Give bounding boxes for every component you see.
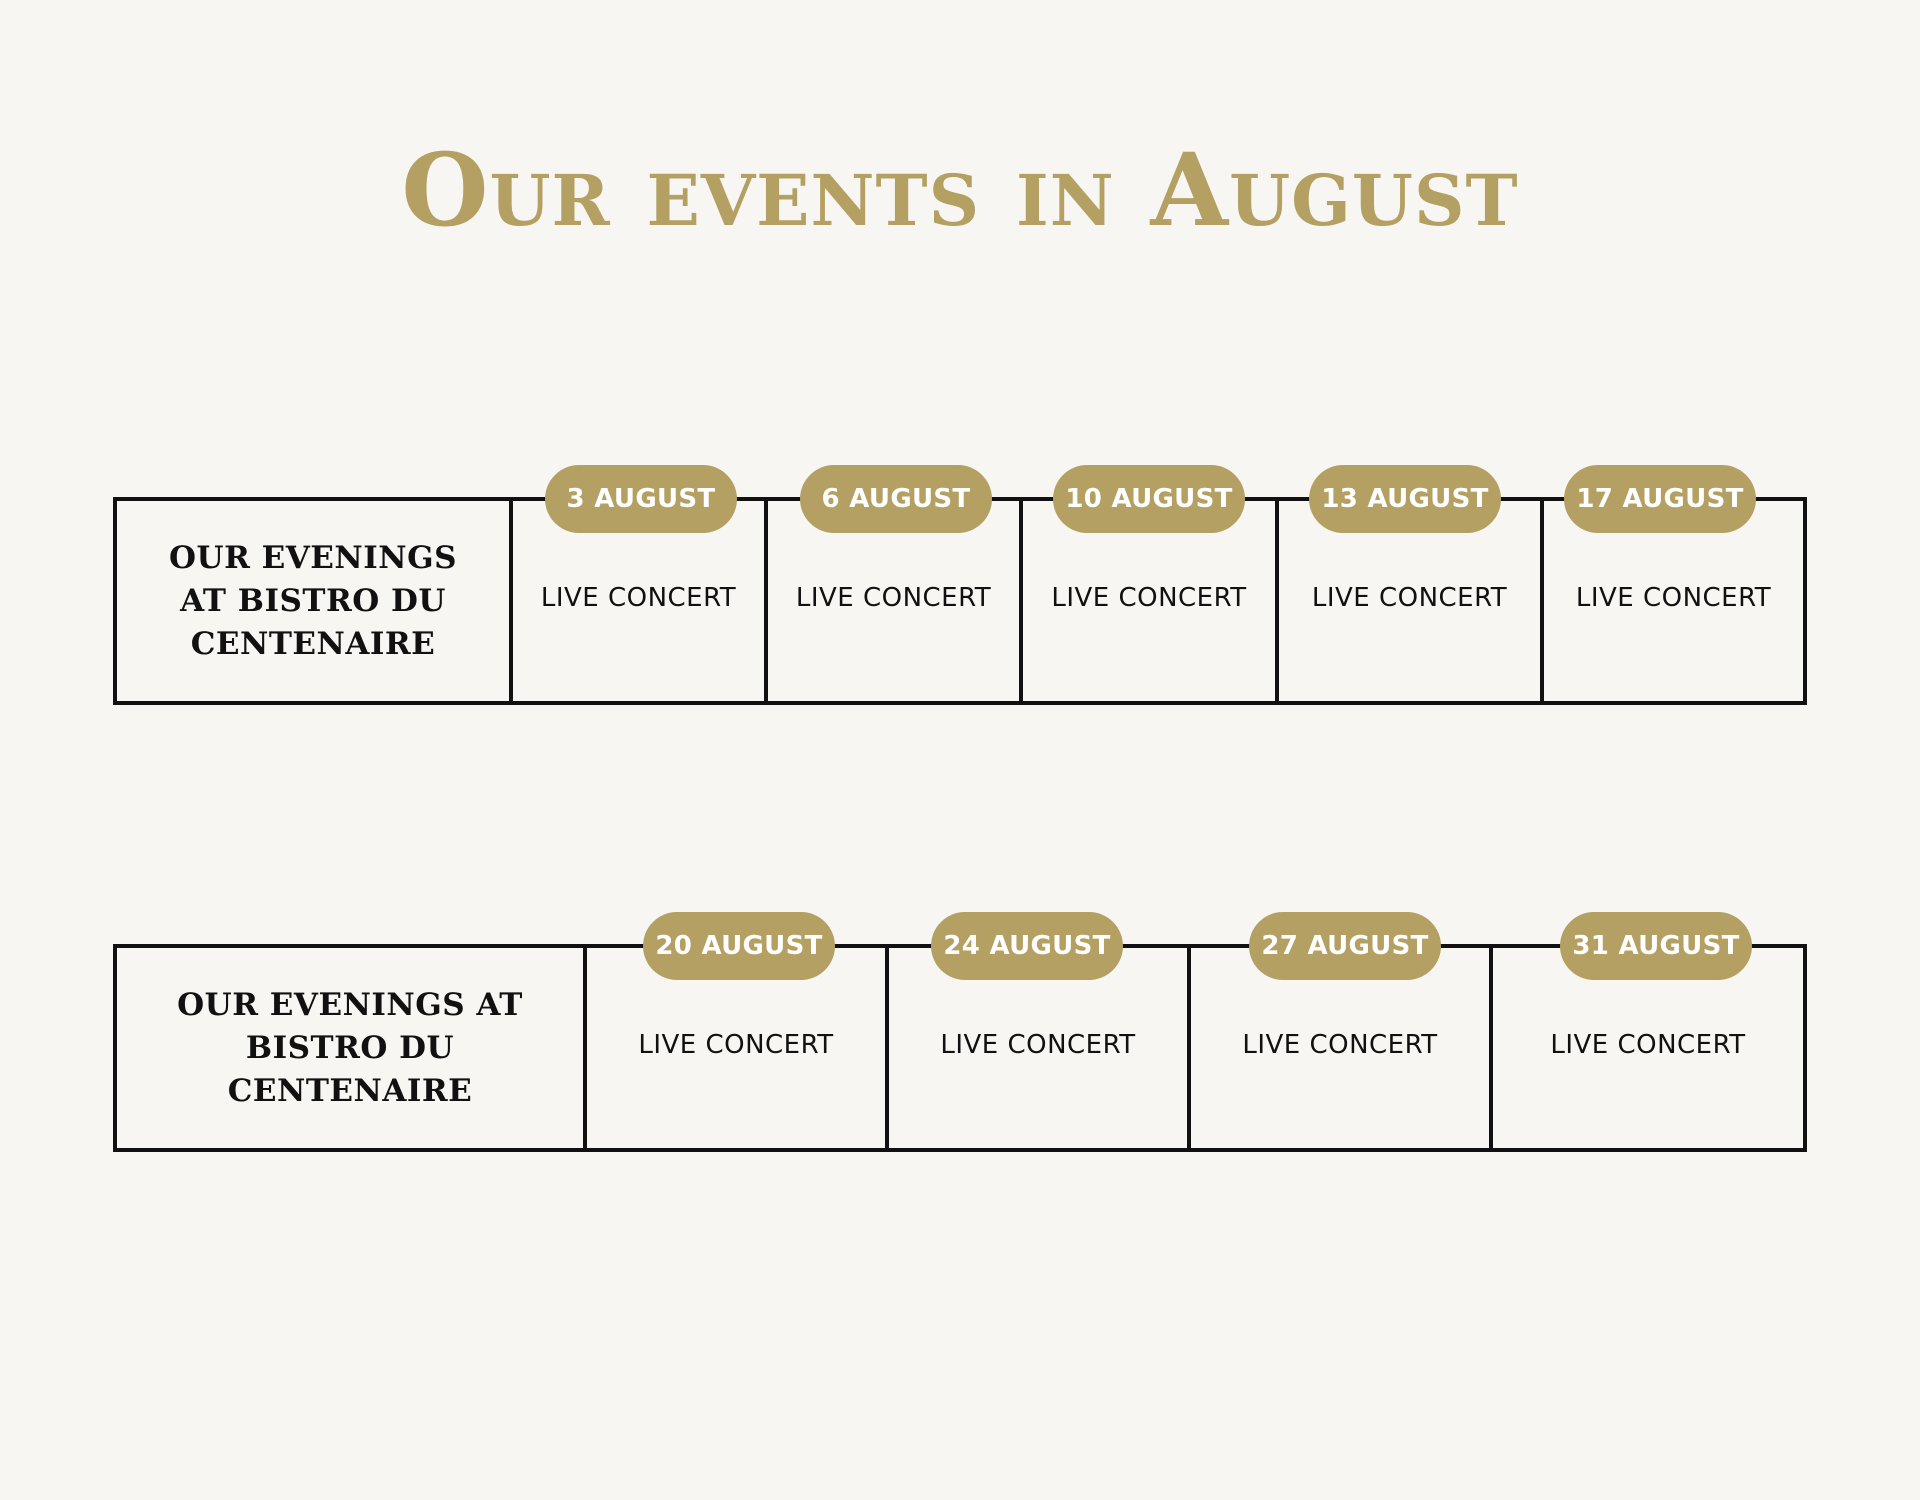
event-cell bbox=[1019, 484, 1279, 705]
date-pill: 24 AUGUST bbox=[931, 912, 1123, 980]
page-title: Our events in August bbox=[401, 131, 1519, 249]
event-label: LIVE CONCERT bbox=[795, 583, 992, 613]
event-label: LIVE CONCERT bbox=[638, 1030, 834, 1060]
events-row-2 bbox=[113, 931, 1807, 1152]
event-label: LIVE CONCERT bbox=[540, 583, 737, 613]
event-label: LIVE CONCERT bbox=[1051, 583, 1247, 613]
event-label: LIVE CONCERT bbox=[940, 1030, 1136, 1060]
date-pill: 17 AUGUST bbox=[1564, 465, 1756, 533]
event-cell bbox=[583, 931, 889, 1152]
date-pill: 13 AUGUST bbox=[1309, 465, 1501, 533]
event-cell bbox=[885, 931, 1191, 1152]
date-pill: 27 AUGUST bbox=[1249, 912, 1441, 980]
date-pill: 10 AUGUST bbox=[1053, 465, 1245, 533]
event-label: LIVE CONCERT bbox=[1242, 1030, 1438, 1060]
venue-label: OUR EVENINGS AT BISTRO DU CENTENAIRE bbox=[169, 539, 457, 662]
event-cell bbox=[1540, 484, 1807, 705]
venue-label: OUR EVENINGS AT BISTRO DU CENTENAIRE bbox=[177, 986, 523, 1109]
event-label: LIVE CONCERT bbox=[1311, 583, 1508, 613]
event-cell bbox=[1187, 931, 1493, 1152]
venue-cell bbox=[113, 497, 513, 705]
date-pill: 3 AUGUST bbox=[545, 465, 737, 533]
venue-cell bbox=[113, 944, 587, 1152]
event-label: LIVE CONCERT bbox=[1575, 583, 1772, 613]
event-cell bbox=[509, 484, 768, 705]
event-cell bbox=[1489, 931, 1807, 1152]
events-row-1 bbox=[113, 484, 1807, 705]
date-pill: 31 AUGUST bbox=[1560, 912, 1752, 980]
date-pill: 20 AUGUST bbox=[643, 912, 835, 980]
event-cell bbox=[1275, 484, 1544, 705]
event-label: LIVE CONCERT bbox=[1550, 1030, 1746, 1060]
event-cell bbox=[764, 484, 1023, 705]
date-pill: 6 AUGUST bbox=[800, 465, 992, 533]
